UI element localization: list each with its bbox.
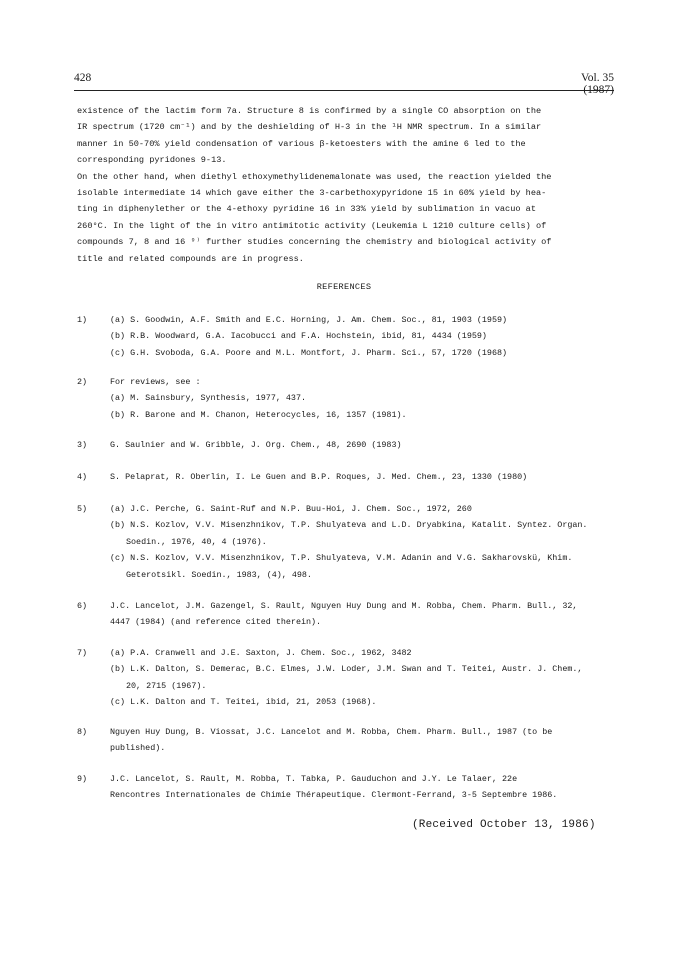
received-date: (Received October 13, 1986) (412, 819, 596, 831)
reference-number: 9) (77, 774, 88, 784)
reference-line: (c) N.S. Kozlov, V.V. Misenzhnikov, T.P. Shulyateva, V.M. Adanin and V.G. Sakharovskü, Khim. (110, 553, 573, 564)
body-line: existence of the lactim form 7a. Structure 8 is confirmed by a single CO absorption on the (77, 106, 542, 116)
body-line: IR spectrum (1720 cm⁻¹) and by the deshielding of H-3 in the ¹H NMR spectrum. In a similar (77, 122, 542, 133)
header-rule (74, 90, 614, 91)
reference-number: 7) (77, 648, 88, 658)
reference-number: 3) (77, 440, 88, 450)
reference-line: (a) P.A. Cranwell and J.E. Saxton, J. Chem. Soc., 1962, 3482 (110, 648, 412, 658)
body-line: title and related compounds are in progress. (77, 253, 304, 264)
body-line: 260°C. In the light of the in vitro antimitotic activity (Leukemia L 1210 culture cells) of (77, 220, 547, 231)
reference-number: 8) (77, 727, 88, 737)
body-line: isolable intermediate 14 which gave either the 3-carbethoxypyridone 15 in 60% yield by hea- (77, 188, 547, 199)
body-line: On the other hand, when diethyl ethoxymethylidenemalonate was used, the reaction yielded the (77, 171, 552, 182)
page-number: 428 (74, 72, 92, 84)
reference-line: Nguyen Huy Dung, B. Viossat, J.C. Lancelot and M. Robba, Chem. Pharm. Bull., 1987 (to be (110, 727, 553, 737)
reference-line: (a) S. Goodwin, A.F. Smith and E.C. Horning, J. Am. Chem. Soc., 81, 1903 (1959) (110, 315, 508, 325)
reference-line: (c) G.H. Svoboda, G.A. Poore and M.L. Montfort, J. Pharm. Sci., 57, 1720 (1968) (110, 347, 508, 358)
body-line: corresponding pyridones 9-13. (77, 155, 227, 166)
reference-line: Soedin., 1976, 40, 4 (1976). (126, 536, 267, 547)
reference-line: J.C. Lancelot, J.M. Gazengel, S. Rault, Nguyen Huy Dung and M. Robba, Chem. Pharm. Bull., 32, (110, 601, 578, 611)
reference-line: J.C. Lancelot, S. Rault, M. Robba, T. Tabka, P. Gauduchon and J.Y. Le Talaer, 22e (110, 774, 518, 784)
body-line: ting in diphenylether or the 4-ethoxy pyridine 16 in 33% yield by sublimation in vacuo at (77, 204, 536, 215)
reference-number: 1) (77, 315, 88, 325)
reference-number: 6) (77, 601, 88, 611)
reference-line: (b) R. Barone and M. Chanon, Heterocycles, 16, 1357 (1981). (110, 409, 407, 420)
reference-line: S. Pelaprat, R. Oberlin, I. Le Guen and B.P. Roques, J. Med. Chem., 23, 1330 (1980) (110, 472, 528, 482)
references-heading: REFERENCES (316, 282, 372, 292)
reference-line: G. Saulnier and W. Gribble, J. Org. Chem., 48, 2690 (1983) (110, 440, 402, 450)
reference-line: (c) L.K. Dalton and T. Teitei, ibid, 21, 2053 (1968). (110, 697, 377, 708)
reference-number: 4) (77, 472, 88, 482)
reference-line: Rencontres Internationales de Chimie Thérapeutique. Clermont-Ferrand, 3-5 Septembre 1986. (110, 790, 558, 801)
reference-line: (a) M. Sainsbury, Synthesis, 1977, 437. (110, 393, 307, 404)
body-line: compounds 7, 8 and 16 ⁹⁾ further studies concerning the chemistry and biological activity of (77, 237, 552, 248)
body-line: manner in 50-70% yield condensation of various β-ketoesters with the amine 6 led to the (77, 138, 526, 149)
body-paragraph (77, 103, 617, 267)
reference-line: (b) L.K. Dalton, S. Demerac, B.C. Elmes, J.W. Loder, J.M. Swan and T. Teitei, Austr. J. Chem., (110, 664, 583, 675)
reference-line: 20, 2715 (1967). (126, 680, 207, 691)
reference-line: (b) R.B. Woodward, G.A. Iacobucci and F.A. Hochstein, ibid, 81, 4434 (1959) (110, 331, 487, 342)
reference-line: (a) J.C. Perche, G. Saint-Ruf and N.P. Buu-Hoi, J. Chem. Soc., 1972, 260 (110, 504, 472, 514)
reference-line: Geterotsikl. Soedin., 1983, (4), 498. (126, 569, 312, 580)
reference-line: (b) N.S. Kozlov, V.V. Misenzhnikov, T.P. Shulyateva and L.D. Dryabkina, Katalit. Syntez. Organ. (110, 520, 588, 531)
reference-number: 2) (77, 377, 88, 387)
reference-line: 4447 (1984) (and reference cited therein). (110, 617, 322, 628)
reference-line: For reviews, see : (110, 377, 201, 387)
journal-volume: Vol. 35 (1987) (580, 72, 614, 96)
reference-line: published). (110, 743, 166, 754)
reference-number: 5) (77, 504, 88, 514)
